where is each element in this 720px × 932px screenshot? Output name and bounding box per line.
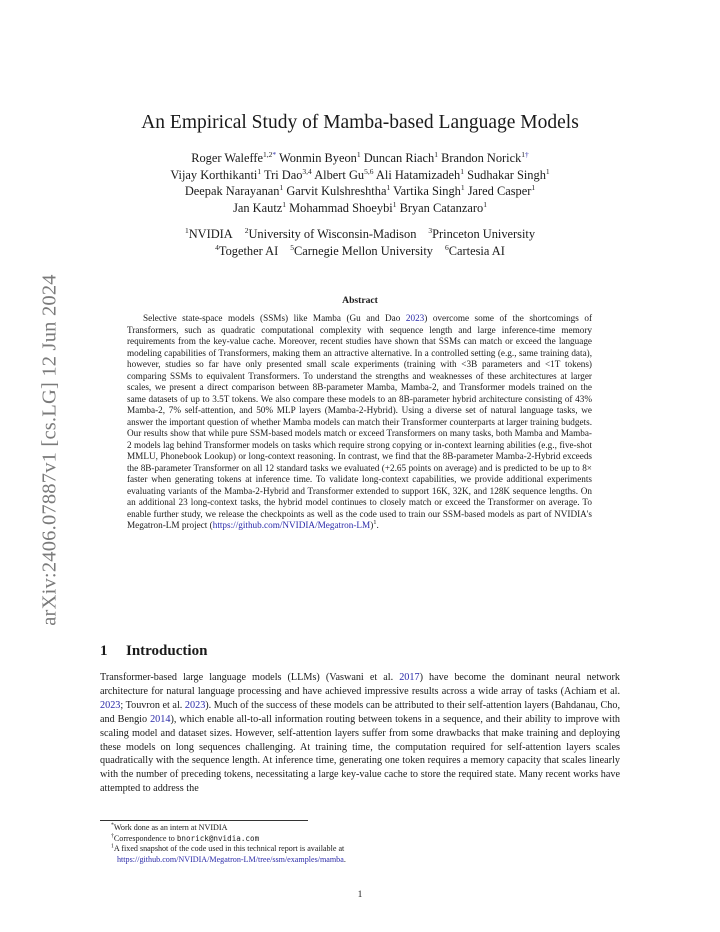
affiliation [245,227,417,241]
author-name-text: Sudhakar Singh [467,167,546,182]
author-name [376,168,464,182]
affiliation-name: Carnegie Mellon University [293,243,434,258]
intro-text: ). Much of the success of these models can be attributed to their self-attention layers (Bahdanau, Cho, and Bengio [100,699,620,725]
abstract-heading: Abstract [342,295,378,306]
affiliation-number: 1 [184,225,189,235]
affiliation-line [100,243,620,260]
affiliation-number: 4 [215,242,219,252]
author-name [400,201,487,215]
citation-link[interactable]: 2017 [399,672,420,683]
footnote-text: A fixed snapshot of the code used in this technical report is available at [113,844,345,854]
affiliation-list [100,226,620,259]
code-snapshot-link[interactable]: https://github.com/NVIDIA/Megatron-LM/tree/ssm/examples/mamba [117,854,344,864]
affiliation-marker: 3,4 [302,166,312,176]
author-name-text: Deepak Narayanan [184,184,280,198]
author-name-text: Vijay Korthikanti [170,167,258,182]
footnote-divider [100,820,308,821]
footnote-text: . [343,854,346,864]
affiliation [445,244,505,258]
page-number: 1 [357,890,363,900]
affiliation-name: Together AI [218,243,279,258]
footnote-marker[interactable]: * [272,149,277,159]
author-name-text: Albert Gu [314,167,365,182]
affiliation-marker: 1 [434,149,438,159]
affiliation-marker: 1 [460,182,465,192]
footnote-marker: 1 [111,843,114,850]
affiliation-marker: 1 [279,182,284,192]
abstract-text: ) overcome some of the shortcomings of Transformers, such as quadratic computational complexity with sequence length and large inference-time memory requirements from the key-value cache. Moreover, recent studies have shown that SSMs can match or exceed the language modeling capabilities of Transformers, making them an attractive alternative. In a controlled setting (e.g., same training data), however, studies so far have only presented small scale experiments (training with <3B parameters and <1T tokens) comparing SSMs to equivalent Transformers. To understand the strengths and weaknesses of these architectures at larger scales, we present a direct comparison between 8B-parameter Mamba, Mamba-2, and Transformer models trained on the same datasets of up to 3.5T tokens. We also compare these models to an 8B-parameter hybrid architecture consisting of 43% Mamba-2, 7% self-attention, and 50% MLP layers (Mamba-2-Hybrid). Using a diverse set of natural language tasks, we answer the important question of whether Mamba models can match their Transformer counterparts at larger training budgets. Our results show that while pure SSM-based models match or exceed Transformers on many tasks, both Mamba and Mamba-2 models lag behind Transformer models on tasks which require strong copying or in-context learning abilities (e.g., five-shot MMLU, Phonebook Lookup) or long-context reasoning. In contrast, we find that the 8B-parameter Mamba-2-Hybrid exceeds the 8B-parameter Transformer on all 12 standard tasks we evaluated (+2.65 points on average) and is predicted to be up to 8× faster when generating tokens at inference time. To validate long-context capabilities, we provide additional experiments evaluating variants of the Mamba-2-Hybrid and Transformer extended to support 16K, 32K, and 128K sequence lengths. On an additional 23 long-context tasks, the hybrid model continues to closely match or exceed the Transformer on average. To enable further study, we release the checkpoints as well as the code used to train our SSM-based models as part of NVIDIA's Megatron-LM project ( [127,313,593,530]
affiliation [185,227,233,241]
author-name [233,201,286,215]
affiliation [290,244,433,258]
author-name [191,151,276,165]
affiliation-marker: 1 [356,149,361,159]
affiliation-marker: 1 [282,199,287,209]
author-name-text: Roger Waleffe [191,151,264,165]
author-name-text: Garvit Kulshreshtha [286,184,387,198]
affiliation-name: Cartesia AI [448,243,505,258]
citation-link[interactable]: 2023 [405,313,425,323]
section-heading-introduction [100,643,207,660]
introduction-paragraph [100,671,620,796]
footnote-marker: † [111,832,114,839]
affiliation-marker: 1 [531,182,536,192]
author-name-text: Duncan Riach [363,151,435,165]
author-name [185,184,283,198]
abstract-text: Selective state-space models (SSMs) like Mamba (Gu and Dao [143,313,406,323]
megatron-repo-link[interactable]: https://github.com/NVIDIA/Megatron-LM [212,520,371,530]
section-title: Introduction [126,643,208,659]
author-name [286,184,390,198]
footnote-marker: * [111,822,114,829]
affiliation [428,227,535,241]
author-line [100,167,620,184]
affiliation-marker: 1 [545,166,550,176]
author-name [170,168,261,182]
affiliation-marker: 1 [257,166,262,176]
affiliation-number: 3 [428,225,433,235]
affiliation-line [100,226,620,243]
paper-title: An Empirical Study of Mamba-based Language Models [141,112,579,133]
affiliation-name: University of Wisconsin-Madison [248,227,417,241]
abstract-text: ) [370,520,374,530]
footnote-code-snapshot [100,844,620,855]
author-line [100,150,620,167]
footnote-text: Work done as an intern at NVIDIA [113,823,228,832]
intro-text: ), which enable all-to-all information routing between tokens in a sequence, and their ability to improve with scaling model and dataset sizes. However, self-attention layers suffer from some drawbacks that make training and deploying these models on long sequences challenging. At training time, the computation required for self-attention layers scales quadratically with the sequence length. At inference time, generating one token requires a memory capacity that scales linearly with the number of preceding tokens, necessitating a large key-value cache to store the required state. Many recent works have attempted to address the [100,713,621,795]
affiliation [215,244,278,258]
author-name-text: Bryan Catanzaro [399,200,484,215]
affiliation-name: Princeton University [432,227,536,241]
author-name [441,151,529,165]
footnote-marker[interactable]: 1 [373,518,377,526]
intro-text: ) have become the dominant neural network architecture for natural language processing and have achieved impressive results across a wide array of tasks (Achiam et al. [100,672,620,697]
author-name-text: Tri Dao [263,167,303,182]
abstract-body [127,313,592,532]
author-name [467,168,550,182]
affiliation-marker: 1 [460,166,464,176]
author-list [100,150,620,216]
intro-text: Transformer-based large language models (LLMs) (Vaswani et al. [100,672,400,683]
author-name [314,168,373,182]
footnote-correspondence [100,834,620,845]
affiliation-marker: 5,6 [364,166,374,176]
affiliation-number: 5 [290,242,294,252]
author-name [264,168,312,182]
footnote-intern [100,823,620,834]
affiliation-name: NVIDIA [188,227,233,241]
footnote-marker[interactable]: † [525,149,529,159]
author-name [279,151,361,165]
author-name-text: Wonmin Byeon [279,151,357,165]
affiliation-marker: 1 [386,182,391,192]
arxiv-identifier: arXiv:2406.07887v1 [cs.LG] 12 Jun 2024 [38,274,61,626]
author-name [364,151,438,165]
affiliation-number: 2 [244,225,249,235]
author-name-text: Vartika Singh [393,184,461,198]
section-number: 1 [100,643,108,659]
correspondence-email[interactable]: bnorick@nvidia.com [176,833,260,843]
affiliation-number: 6 [445,242,449,252]
abstract-text: . [376,520,379,530]
author-name [468,184,535,198]
footnote-text: Correspondence to [113,833,177,843]
author-name-text: Ali Hatamizadeh [375,167,461,182]
affiliation-marker: 1 [483,199,487,209]
affiliation-marker: 1 [392,199,397,209]
author-line [100,200,620,217]
citation-link[interactable]: 2014 [150,713,171,725]
author-name-text: Jared Casper [467,184,532,198]
citation-link[interactable]: 2023 [100,699,121,711]
intro-text: ; Touvron et al. [120,699,185,711]
author-name-text: Jan Kautz [233,200,283,215]
affiliation-marker: 1,2 [263,149,273,159]
author-name [393,184,465,198]
author-name [289,201,396,215]
author-name-text: Brandon Norick [441,151,522,165]
footnote-code-snapshot-link-line [100,855,620,866]
author-line [100,183,620,200]
footnotes [100,823,620,865]
citation-link[interactable]: 2023 [184,699,206,711]
affiliation-marker: 1 [521,149,526,159]
author-name-text: Mohammad Shoeybi [289,200,393,215]
